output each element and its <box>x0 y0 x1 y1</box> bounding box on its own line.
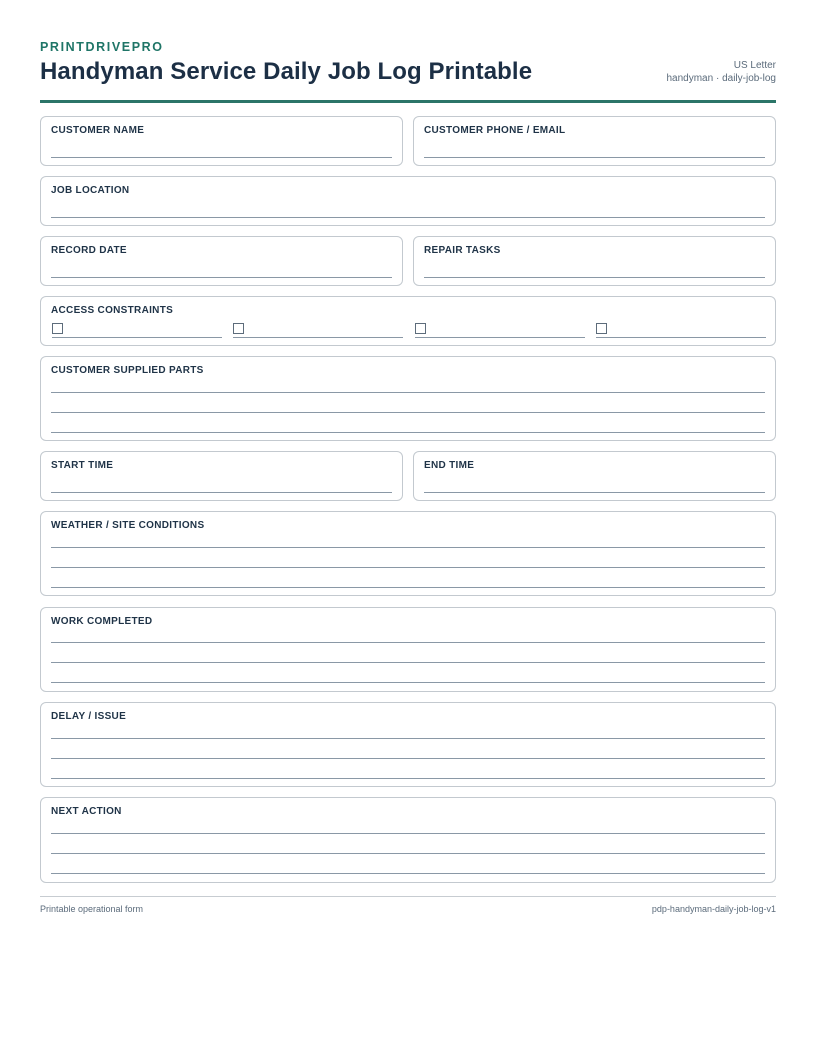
write-line[interactable] <box>51 492 392 493</box>
write-line[interactable] <box>51 587 765 588</box>
write-line[interactable] <box>51 778 765 779</box>
write-line[interactable] <box>51 642 765 643</box>
field-label: END TIME <box>424 460 475 471</box>
form-page <box>40 38 776 914</box>
write-line[interactable] <box>51 217 765 218</box>
write-line[interactable] <box>51 277 392 278</box>
form-meta <box>666 59 776 85</box>
checkbox[interactable] <box>233 323 244 334</box>
checkbox[interactable] <box>415 323 426 334</box>
form-header <box>40 38 776 103</box>
write-line[interactable] <box>51 738 765 739</box>
delay-issue-field[interactable] <box>40 702 776 787</box>
checkbox[interactable] <box>52 323 63 334</box>
constraint-option-4[interactable] <box>596 322 766 338</box>
end-time-field[interactable] <box>413 451 776 501</box>
write-line[interactable] <box>415 337 585 338</box>
next-action-field[interactable] <box>40 797 776 883</box>
access-constraints-field <box>40 296 776 346</box>
record-date-field[interactable] <box>40 236 403 286</box>
field-label: ACCESS CONSTRAINTS <box>51 305 174 316</box>
job-location-field[interactable] <box>40 176 776 226</box>
field-label: JOB LOCATION <box>51 185 130 196</box>
field-label: CUSTOMER SUPPLIED PARTS <box>51 365 204 376</box>
repair-tasks-field[interactable] <box>413 236 776 286</box>
write-line[interactable] <box>51 412 765 413</box>
write-line[interactable] <box>51 432 765 433</box>
page-footer <box>40 896 776 914</box>
write-line[interactable] <box>51 873 765 874</box>
write-line[interactable] <box>233 337 403 338</box>
constraint-option-3[interactable] <box>415 322 585 338</box>
write-line[interactable] <box>424 157 765 158</box>
field-label: NEXT ACTION <box>51 806 122 817</box>
write-line[interactable] <box>52 337 222 338</box>
write-line[interactable] <box>51 758 765 759</box>
brand-name: PRINTDRIVEPRO <box>40 40 164 54</box>
field-label: CUSTOMER PHONE / EMAIL <box>424 125 566 136</box>
customer-name-field[interactable] <box>40 116 403 166</box>
write-line[interactable] <box>51 392 765 393</box>
write-line[interactable] <box>51 157 392 158</box>
write-line[interactable] <box>51 567 765 568</box>
constraint-option-1[interactable] <box>52 322 222 338</box>
footer-description: Printable operational form <box>40 904 144 914</box>
field-label: DELAY / ISSUE <box>51 711 127 722</box>
page-title: Handyman Service Daily Job Log Printable <box>40 58 533 85</box>
field-label: CUSTOMER NAME <box>51 125 145 136</box>
field-label: RECORD DATE <box>51 245 127 256</box>
work-completed-field[interactable] <box>40 607 776 692</box>
field-label: REPAIR TASKS <box>424 245 501 256</box>
write-line[interactable] <box>51 662 765 663</box>
customer-contact-field[interactable] <box>413 116 776 166</box>
write-line[interactable] <box>424 492 765 493</box>
checkbox[interactable] <box>596 323 607 334</box>
form-tags: handyman · daily-job-log <box>666 73 776 84</box>
paper-size: US Letter <box>733 60 776 71</box>
write-line[interactable] <box>51 833 765 834</box>
write-line[interactable] <box>596 337 766 338</box>
field-label: WORK COMPLETED <box>51 616 153 627</box>
write-line[interactable] <box>51 682 765 683</box>
write-line[interactable] <box>424 277 765 278</box>
start-time-field[interactable] <box>40 451 403 501</box>
form-id: pdp-handyman-daily-job-log-v1 <box>651 904 776 914</box>
field-label: START TIME <box>51 460 114 471</box>
customer-supplied-parts-field[interactable] <box>40 356 776 441</box>
field-label: WEATHER / SITE CONDITIONS <box>51 520 205 531</box>
write-line[interactable] <box>51 853 765 854</box>
constraint-option-2[interactable] <box>233 322 403 338</box>
weather-site-conditions-field[interactable] <box>40 511 776 596</box>
write-line[interactable] <box>51 547 765 548</box>
